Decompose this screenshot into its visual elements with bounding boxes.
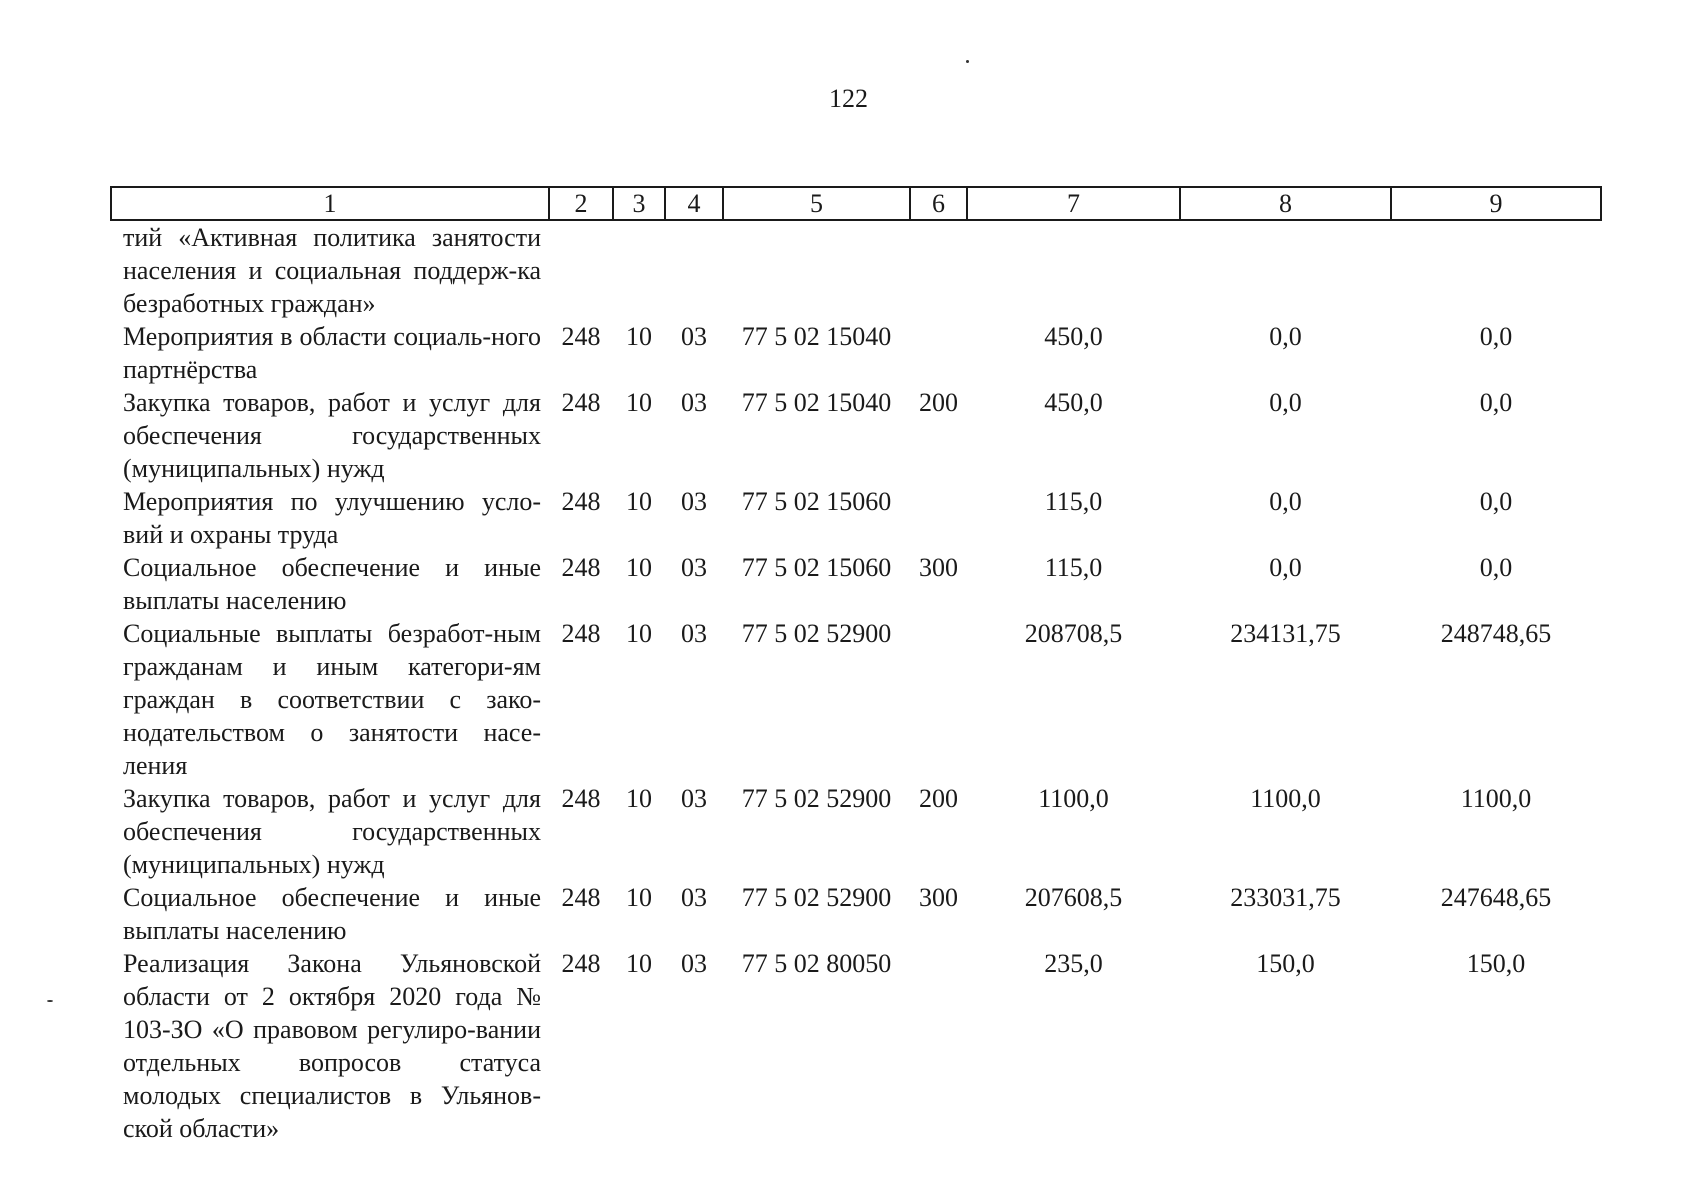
- row-col-6: 200: [919, 784, 958, 813]
- row-col-3: 10: [626, 883, 652, 912]
- table-body: [111, 220, 1601, 1145]
- row-col-9: 247648,65: [1440, 883, 1552, 912]
- row-col-2: 248: [561, 619, 601, 648]
- row-col-6: [910, 220, 967, 320]
- row-col-7: 208708,5: [1024, 619, 1123, 648]
- row-col-5: 77 5 02 52900: [741, 784, 892, 813]
- header-col-7: 7: [967, 187, 1180, 220]
- row-col-5: [723, 220, 910, 320]
- row-col-5: 77 5 02 15040: [741, 322, 892, 351]
- row-col-9: 0,0: [1479, 322, 1513, 351]
- table-header: [111, 187, 1601, 220]
- table-row: [111, 617, 1601, 782]
- row-col-2: 248: [561, 322, 601, 351]
- row-description: Мероприятия в области социаль-ного партнёрства: [123, 322, 541, 384]
- row-description: Социальное обеспечение и иные выплаты населению: [123, 883, 541, 945]
- row-col-9: 0,0: [1479, 553, 1513, 582]
- row-col-7: [967, 220, 1180, 320]
- row-col-8: 0,0: [1269, 487, 1302, 516]
- row-col-6: [910, 617, 967, 782]
- table-row: [111, 220, 1601, 320]
- row-col-7: 115,0: [1044, 553, 1103, 582]
- row-col-3: 10: [626, 553, 652, 582]
- table-row: [111, 485, 1601, 551]
- row-col-7: 1100,0: [1038, 784, 1109, 813]
- row-col-2: 248: [561, 949, 601, 978]
- row-col-3: 10: [626, 619, 652, 648]
- scan-speck-left: [47, 1000, 53, 1002]
- table-row: [111, 881, 1601, 947]
- row-col-4: 03: [681, 553, 707, 582]
- table-row: [111, 782, 1601, 881]
- row-col-9: 150,0: [1466, 949, 1526, 978]
- row-description: Закупка товаров, работ и услуг для обеспечения государственных (муниципальных) нужд: [123, 388, 541, 483]
- row-col-6: 300: [919, 553, 958, 582]
- row-col-6: [910, 947, 967, 1145]
- row-col-7: 235,0: [1044, 949, 1103, 978]
- row-col-3: 10: [626, 784, 652, 813]
- row-col-2: 248: [561, 883, 601, 912]
- row-description: Реализация Закона Ульяновской области от 2 октября 2020 года № 103-ЗО «О правовом регулиро-вании отдельных вопросов статуса молодых специалистов в Ульянов-ской области»: [123, 949, 541, 1143]
- row-col-3: 10: [626, 322, 652, 351]
- table-row: [111, 386, 1601, 485]
- page-number: 122: [829, 84, 868, 113]
- scan-speck-top: [966, 60, 969, 63]
- row-col-8: 0,0: [1269, 388, 1302, 417]
- header-row: [111, 187, 1601, 220]
- row-description: Закупка товаров, работ и услуг для обеспечения государственных (муниципальных) нужд: [123, 784, 541, 879]
- row-col-3: 10: [626, 949, 652, 978]
- row-col-7: 450,0: [1044, 388, 1103, 417]
- header-col-4: 4: [665, 187, 723, 220]
- row-description: Социальное обеспечение и иные выплаты населению: [123, 553, 541, 615]
- row-col-6: 300: [919, 883, 958, 912]
- row-description: Мероприятия по улучшению усло-вий и охраны труда: [123, 487, 541, 549]
- header-col-5: 5: [723, 187, 910, 220]
- row-col-3: [613, 220, 665, 320]
- row-col-6: [910, 485, 967, 551]
- row-col-2: 248: [561, 553, 601, 582]
- row-col-8: 0,0: [1269, 322, 1302, 351]
- row-col-4: 03: [681, 388, 707, 417]
- row-col-9: 1100,0: [1460, 784, 1532, 813]
- row-col-9: 0,0: [1479, 388, 1513, 417]
- row-col-5: 77 5 02 80050: [741, 949, 892, 978]
- row-col-2: [549, 220, 613, 320]
- header-col-6: 6: [910, 187, 967, 220]
- row-col-6: 200: [919, 388, 958, 417]
- row-col-5: 77 5 02 15040: [741, 388, 892, 417]
- row-col-4: 03: [681, 322, 707, 351]
- row-description: тий «Активная политика занятости населения и социальная поддерж-ка безработных граждан»: [123, 223, 541, 318]
- table-row: [111, 947, 1601, 1145]
- row-col-3: 10: [626, 388, 652, 417]
- row-col-9: [1391, 220, 1601, 320]
- row-col-7: 207608,5: [1024, 883, 1123, 912]
- row-col-6: [910, 320, 967, 386]
- row-col-4: 03: [681, 487, 707, 516]
- header-col-1: 1: [111, 187, 549, 220]
- row-col-4: 03: [681, 883, 707, 912]
- budget-table: [110, 186, 1602, 1145]
- row-col-9: 248748,65: [1440, 619, 1552, 648]
- header-col-3: 3: [613, 187, 665, 220]
- row-col-4: 03: [681, 949, 707, 978]
- row-col-8: 234131,75: [1230, 619, 1341, 648]
- header-col-8: 8: [1180, 187, 1391, 220]
- row-col-5: 77 5 02 52900: [741, 883, 892, 912]
- header-col-9: 9: [1391, 187, 1601, 220]
- row-col-3: 10: [626, 487, 652, 516]
- row-col-7: 115,0: [1044, 487, 1103, 516]
- row-col-5: 77 5 02 15060: [741, 553, 892, 582]
- row-col-9: 0,0: [1479, 487, 1513, 516]
- row-col-2: 248: [561, 487, 601, 516]
- row-col-8: 1100,0: [1250, 784, 1321, 813]
- row-col-2: 248: [561, 784, 601, 813]
- row-col-8: 233031,75: [1230, 883, 1341, 912]
- row-col-4: [665, 220, 723, 320]
- row-col-2: 248: [561, 388, 601, 417]
- row-col-5: 77 5 02 52900: [741, 619, 892, 648]
- row-col-5: 77 5 02 15060: [741, 487, 892, 516]
- row-col-8: 150,0: [1256, 949, 1315, 978]
- row-col-4: 03: [681, 619, 707, 648]
- row-col-4: 03: [681, 784, 707, 813]
- row-col-8: [1180, 220, 1391, 320]
- header-col-2: 2: [549, 187, 613, 220]
- row-col-8: 0,0: [1269, 553, 1302, 582]
- table-row: [111, 320, 1601, 386]
- table-row: [111, 551, 1601, 617]
- row-description: Социальные выплаты безработ-ным гражданам и иным категори-ям граждан в соответствии с зако-нодательством о занятости насе-ления: [123, 619, 541, 780]
- row-col-7: 450,0: [1044, 322, 1103, 351]
